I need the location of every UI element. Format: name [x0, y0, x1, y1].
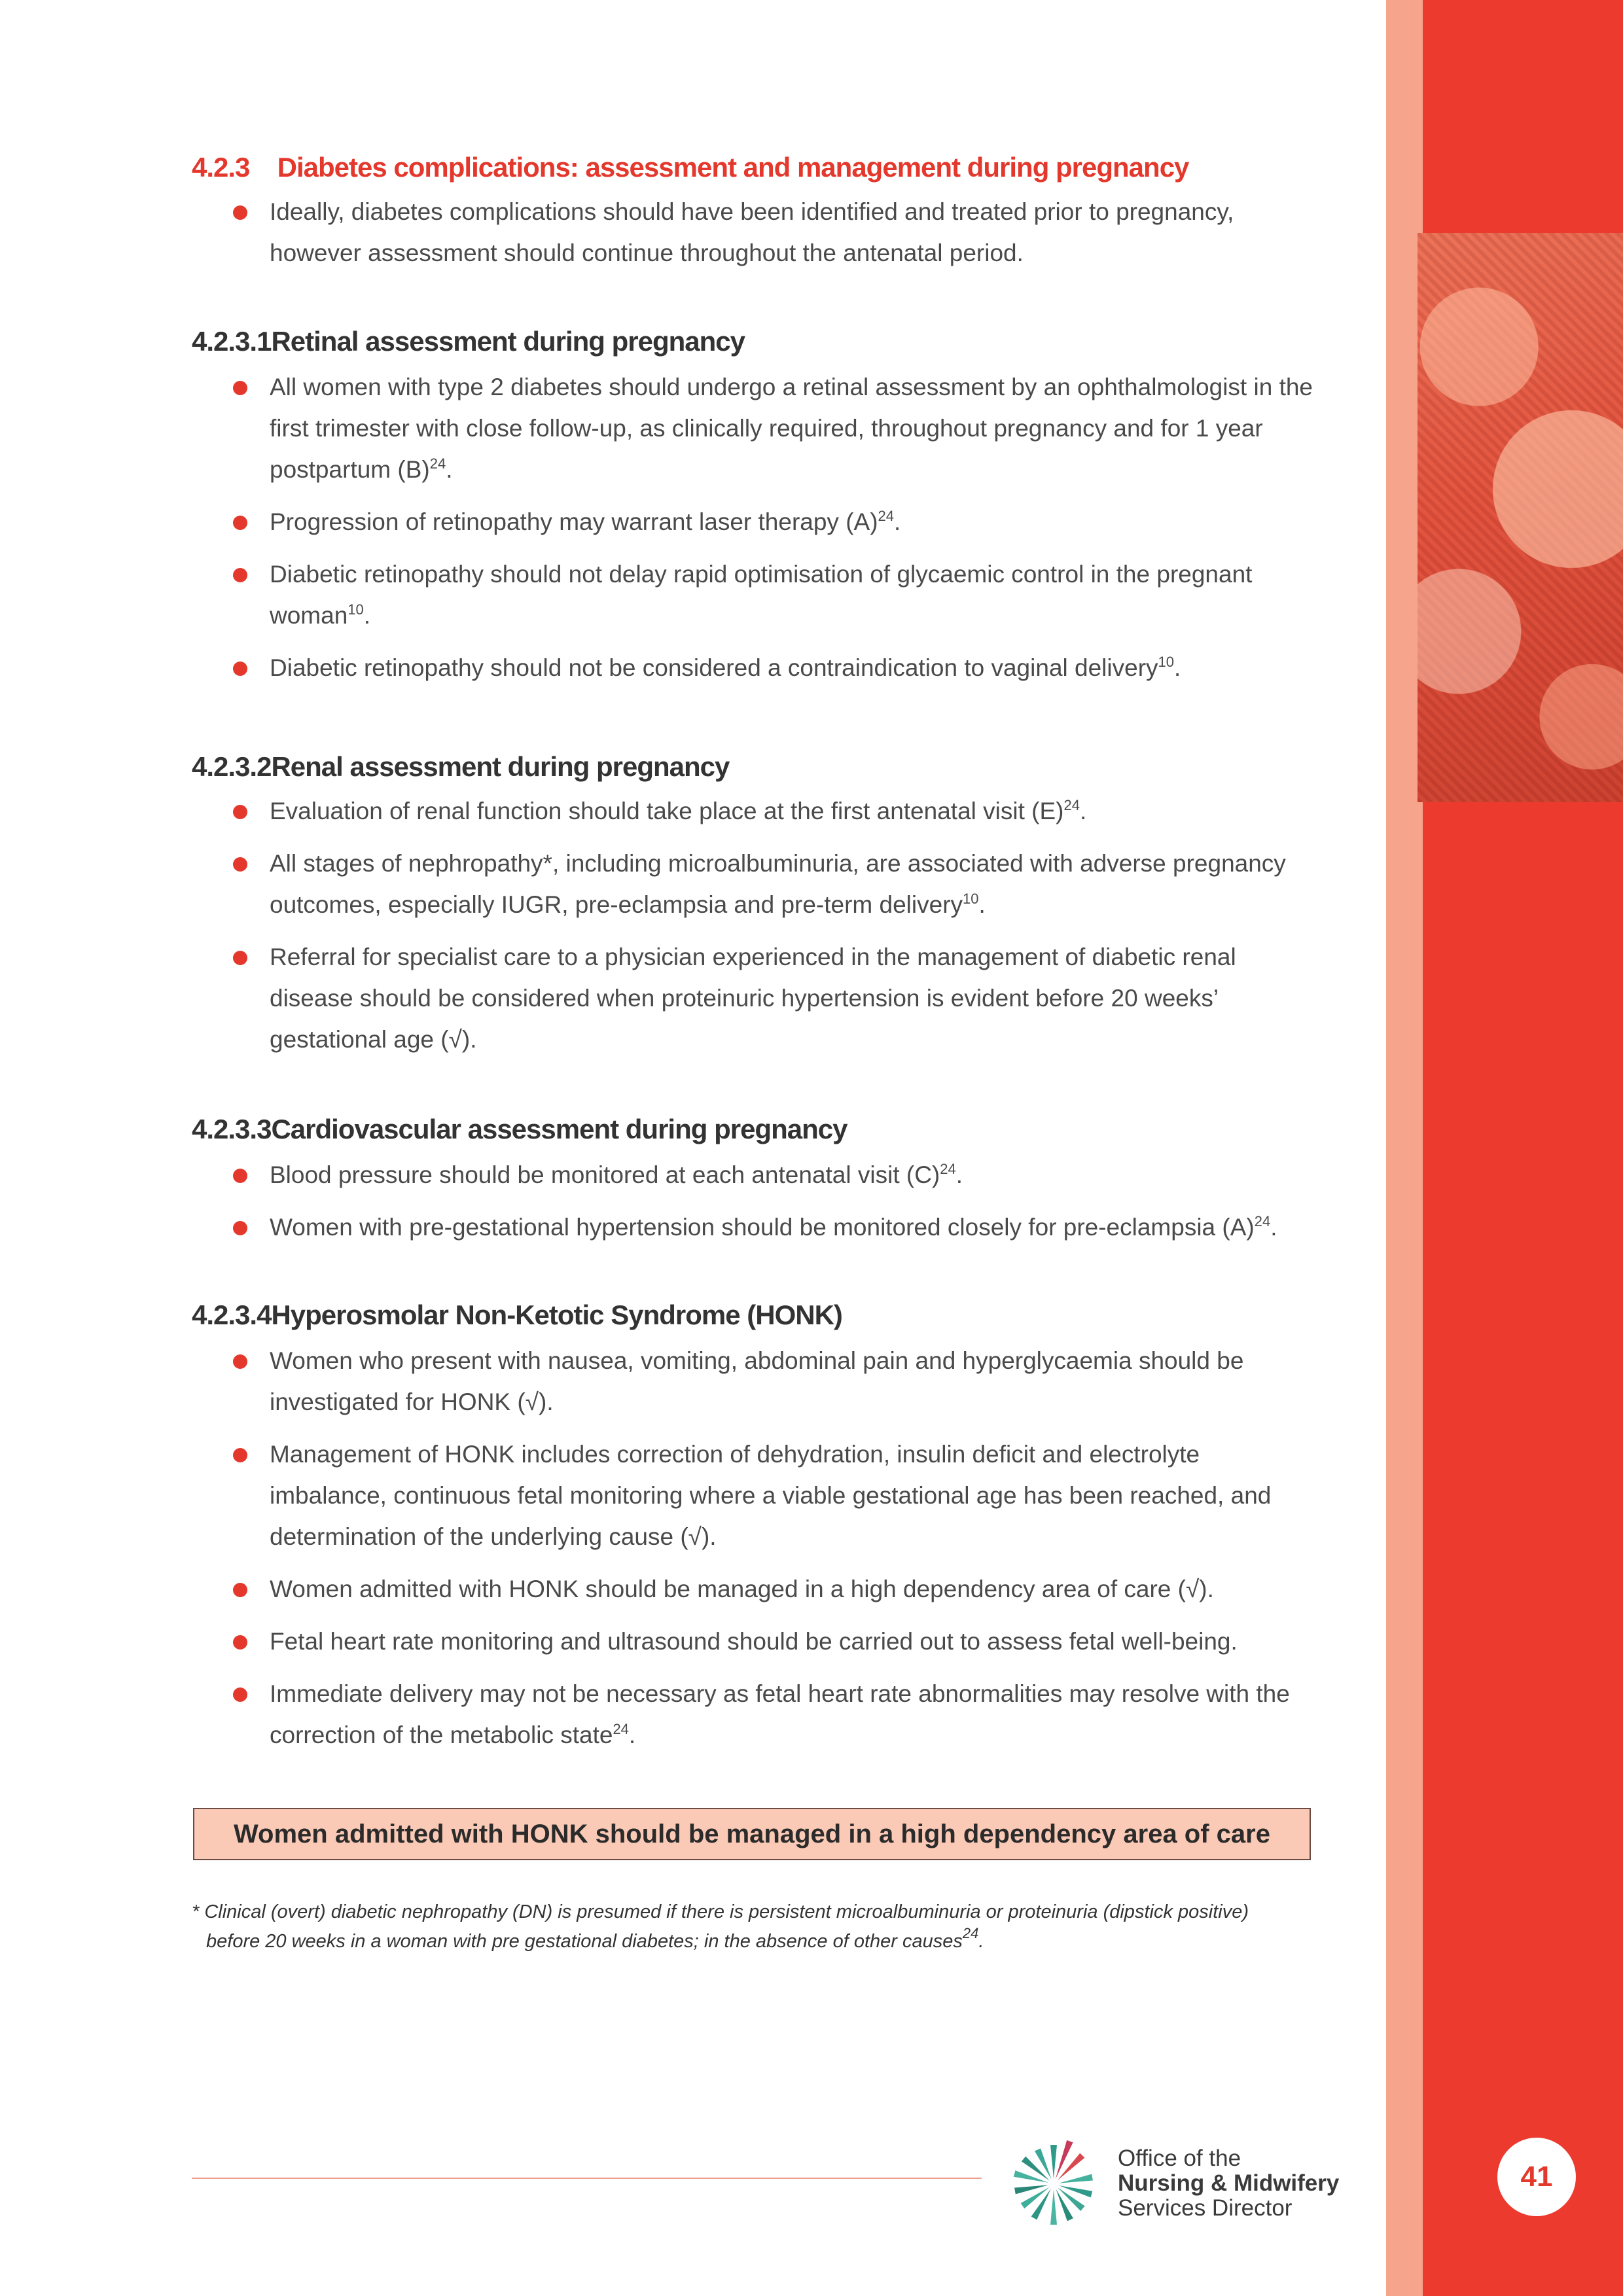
- footer-divider: [192, 2178, 982, 2179]
- section-title: Cardiovascular assessment during pregnancy: [271, 1114, 847, 1144]
- section-number: 4.2.3.1: [192, 326, 272, 357]
- section-heading-4-2-3-1: [192, 326, 745, 357]
- bullet-list: [229, 1154, 1315, 1259]
- section-title: Hyperosmolar Non-Ketotic Syndrome (HONK): [271, 1299, 842, 1330]
- bullet-list: [229, 191, 1315, 285]
- section-heading-4-2-3-4: [192, 1299, 842, 1331]
- footnote: [192, 1898, 1317, 1956]
- list-item: Diabetic retinopathy should not delay rapid optimisation of glycaemic control in the pregnant woman$^{10}$.: [229, 554, 1315, 636]
- bullet-icon: [233, 1448, 247, 1462]
- callout-box: Women admitted with HONK should be managed in a high dependency area of care: [193, 1808, 1311, 1860]
- list-item: Women admitted with HONK should be managed in a high dependency area of care (√).: [229, 1568, 1315, 1610]
- list-item: Evaluation of renal function should take place at the first antenatal visit $(E)^{24}$.: [229, 790, 1315, 832]
- puzzle-photo: [1418, 233, 1623, 802]
- list-item: Management of HONK includes correction of dehydration, insulin deficit and electrolyte imbalance, continuous fetal monitoring where a viable gestational age has been reached, and determination of the underlying cause (√).: [229, 1434, 1315, 1557]
- bullet-list: [229, 366, 1315, 699]
- section-title: Diabetes complications: assessment and management during pregnancy: [277, 152, 1189, 183]
- bullet-icon: [233, 381, 247, 395]
- section-number: 4.2.3.3: [192, 1114, 272, 1144]
- section-heading-4-2-3: [192, 152, 1188, 183]
- bullet-icon: [233, 568, 247, 582]
- page-number: 41: [1497, 2138, 1576, 2216]
- list-item: Referral for specialist care to a physician experienced in the management of diabetic renal disease should be considered when proteinuric hypertension is evident before 20 weeks’ gestational age (√).: [229, 936, 1315, 1060]
- bullet-icon: [233, 1687, 247, 1702]
- list-item: Fetal heart rate monitoring and ultrasound should be carried out to assess fetal well-being.: [229, 1621, 1315, 1662]
- starburst-logo-icon: [1001, 2132, 1106, 2236]
- list-item: Women who present with nausea, vomiting, abdominal pain and hyperglycaemia should be investigated for HONK (√).: [229, 1340, 1315, 1422]
- section-heading-4-2-3-2: [192, 751, 729, 783]
- bullet-icon: [233, 857, 247, 872]
- bullet-icon: [233, 1635, 247, 1650]
- section-title: Retinal assessment during pregnancy: [271, 326, 745, 357]
- section-number: 4.2.3.2: [192, 751, 272, 782]
- footnote-line-1: * Clinical (overt) diabetic nephropathy (DN) is presumed if there is persistent microalbuminuria or proteinuria (dipstick positive): [192, 1901, 1249, 1922]
- footnote-line-2: before 20 weeks in a woman with pre gestational diabetes; in the absence of other causes$^{24}$.: [206, 1925, 984, 1952]
- section-title: Renal assessment during pregnancy: [271, 751, 730, 782]
- bullet-icon: [233, 662, 247, 676]
- list-item: Ideally, diabetes complications should have been identified and treated prior to pregnancy, however assessment should continue throughout the antenatal period.: [229, 191, 1315, 274]
- bullet-icon: [233, 1221, 247, 1235]
- list-item: Blood pressure should be monitored at each antenatal visit $(C)^{24}$.: [229, 1154, 1315, 1195]
- list-item: Diabetic retinopathy should not be considered a contraindication to vaginal delivery$^{10}$.: [229, 647, 1315, 688]
- section-number: 4.2.3.4: [192, 1299, 272, 1330]
- bullet-list: [229, 790, 1315, 1071]
- bullet-icon: [233, 205, 247, 220]
- bullet-icon: [233, 951, 247, 965]
- bullet-icon: [233, 1169, 247, 1183]
- section-number: 4.2.3: [192, 152, 250, 183]
- bullet-icon: [233, 1354, 247, 1369]
- list-item: All women with type 2 diabetes should undergo a retinal assessment by an ophthalmologist in the first trimester with close follow-up, as clinically required, throughout pregnancy and for 1 year postpartum $(B)^{24}$.: [229, 366, 1315, 490]
- list-item: Progression of retinopathy may warrant laser therapy $(A)^{24}$.: [229, 501, 1315, 542]
- section-heading-4-2-3-3: [192, 1114, 847, 1145]
- list-item: All stages of nephropathy*, including microalbuminuria, are associated with adverse pregnancy outcomes, especially IUGR, pre-eclampsia and pre-term delivery$^{10}$.: [229, 843, 1315, 925]
- list-item: Women with pre-gestational hypertension should be monitored closely for pre-eclampsia $(A)^{24}$.: [229, 1207, 1315, 1248]
- bullet-icon: [233, 805, 247, 819]
- bullet-icon: [233, 516, 247, 530]
- bullet-list: [229, 1340, 1315, 1767]
- bullet-icon: [233, 1583, 247, 1597]
- organisation-logo-text: Office of the Nursing & Midwifery Services Director: [1118, 2146, 1340, 2221]
- list-item: Immediate delivery may not be necessary as fetal heart rate abnormalities may resolve with the correction of the metabolic state$^{24}$.: [229, 1673, 1315, 1756]
